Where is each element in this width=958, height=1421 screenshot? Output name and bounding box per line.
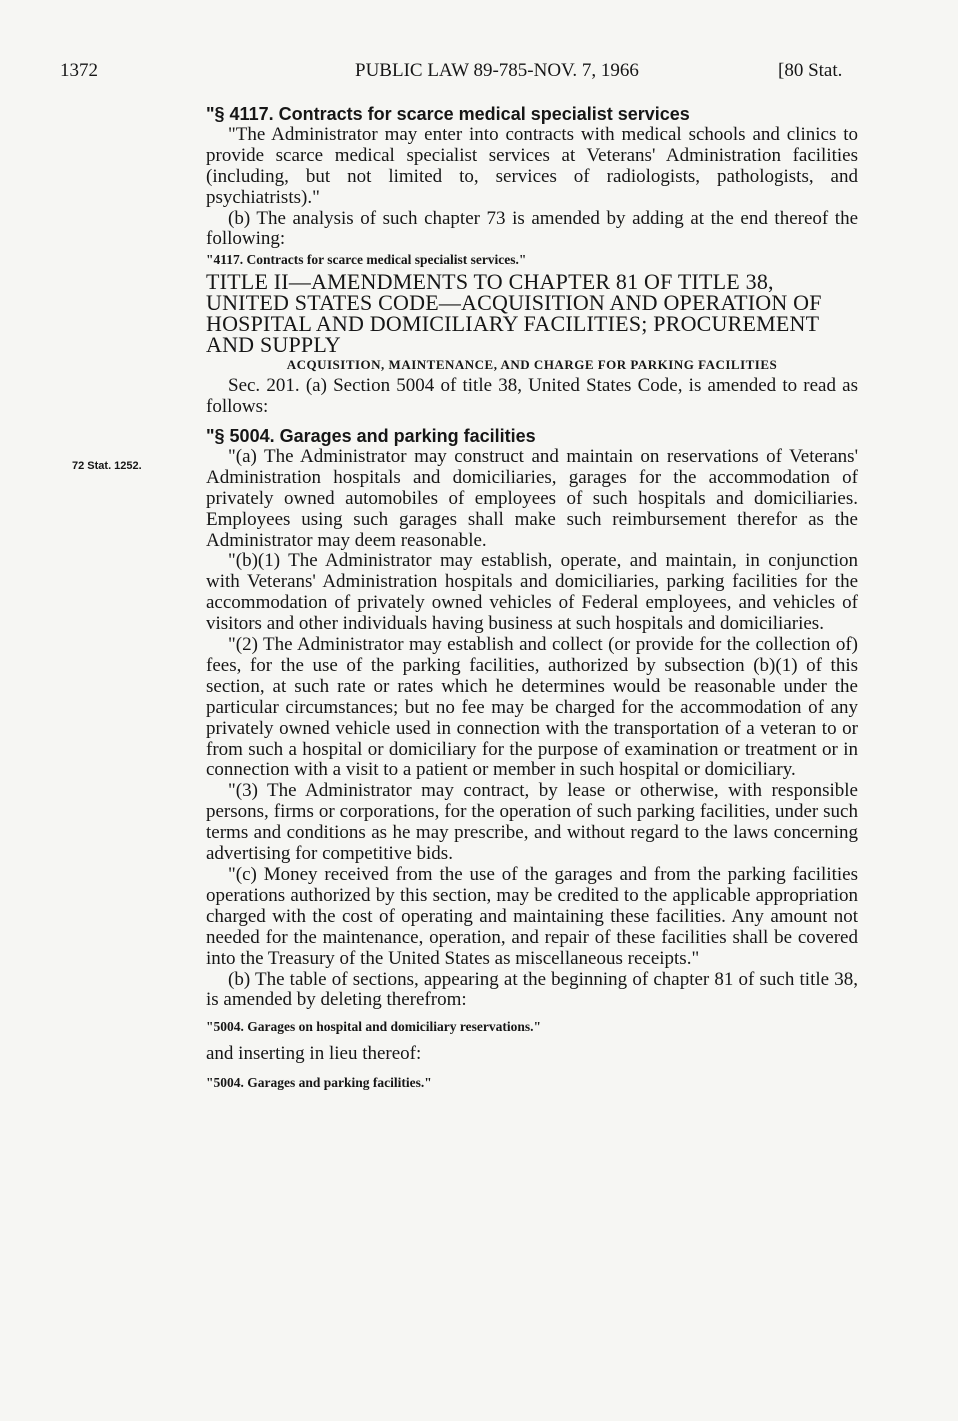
inserting-text: and inserting in lieu thereof: [206, 1043, 422, 1065]
section-4117-entry: "4117. Contracts for scarce medical specialist services." [206, 252, 527, 268]
section-5004-b3: "(3) The Administrator may contract, by lease or otherwise, with responsible persons, firms or corporations, for the operation of such parking facilities, under such terms and conditions as he may prescribe, and without regard to the laws concerning advertising for competitive bids. [206, 780, 858, 865]
new-entry: "5004. Garages and parking facilities." [206, 1075, 432, 1091]
section-5004-c: "(c) Money received from the use of the garages and from the parking facilities operations authorized by this section, may be credited to the applicable appropriation charged with the cost of operating and maintaining these facilities. Any amount not needed for the maintenance, operation, and repair of these facilities shall be covered into the Treasury of the United States as miscellaneous receipts." [206, 864, 858, 969]
section-4117-heading: "§ 4117. Contracts for scarce medical specialist services [206, 104, 690, 124]
deleted-entry: "5004. Garages on hospital and domiciliary reservations." [206, 1019, 541, 1035]
section-4117-text: "The Administrator may enter into contracts with medical schools and clinics to provide scarce medical specialist services at Veterans' Administration facilities (including, but not limited to, services of radiologists, pathologists, and psychiatrists)." [206, 123, 858, 208]
title-ii-subheading: ACQUISITION, MAINTENANCE, AND CHARGE FOR PARKING FACILITIES [286, 357, 778, 373]
sec-201-intro: Sec. 201. (a) Section 5004 of title 38, United States Code, is amended to read as follows: [206, 375, 858, 418]
page-number: 1372 [60, 60, 98, 81]
section-4117-b: (b) The analysis of such chapter 73 is amended by adding at the end thereof the following: [206, 207, 858, 250]
title-ii-heading: TITLE II—AMENDMENTS TO CHAPTER 81 OF TITLE 38, UNITED STATES CODE—ACQUISITION AND OPERATION OF HOSPITAL AND DOMICILIARY FACILITIES; PROCUREMENT AND SUPPLY [206, 269, 822, 358]
margin-note: 72 Stat. 1252. [72, 460, 142, 472]
statute-reference: [80 Stat. [778, 60, 843, 81]
section-5004-b1: "(b)(1) The Administrator may establish, operate, and maintain, in conjunction with Veterans' Administration hospitals and domiciliaries, parking facilities for the accommodation of privately owned vehicles of Federal employees, and vehicles of visitors and other individuals having business at such hospitals and domiciliaries. [206, 550, 858, 635]
body-text [206, 104, 858, 1094]
section-5004-b2: "(2) The Administrator may establish and collect (or provide for the collection of) fees, for the use of the parking facilities, authorized by subsection (b)(1) of this section, at such rate or rates which he determines would be reasonable under the particular circumstances; but no fee may be charged for the accommodation of any privately owned vehicle used in connection with the transportation of a veteran to or from such a hospital or domiciliary for the purpose of examination or treatment or in connection with a visit to a patient or member in such hospital or domiciliary. [206, 634, 858, 781]
section-5004-heading: "§ 5004. Garages and parking facilities [206, 425, 536, 446]
section-5004-a: "(a) The Administrator may construct and maintain on reservations of Veterans' Administration hospitals and domiciliaries, garages for the accommodation of privately owned automobiles of employees of such hospitals and domiciliaries. Employees using such garages shall make such reimbursement therefor as the Administrator may deem reasonable. [206, 445, 858, 551]
table-amendment-b: (b) The table of sections, appearing at the beginning of chapter 81 of such title 38, is amended by deleting therefrom: [206, 968, 858, 1011]
running-title: PUBLIC LAW 89-785-NOV. 7, 1966 [355, 60, 639, 81]
